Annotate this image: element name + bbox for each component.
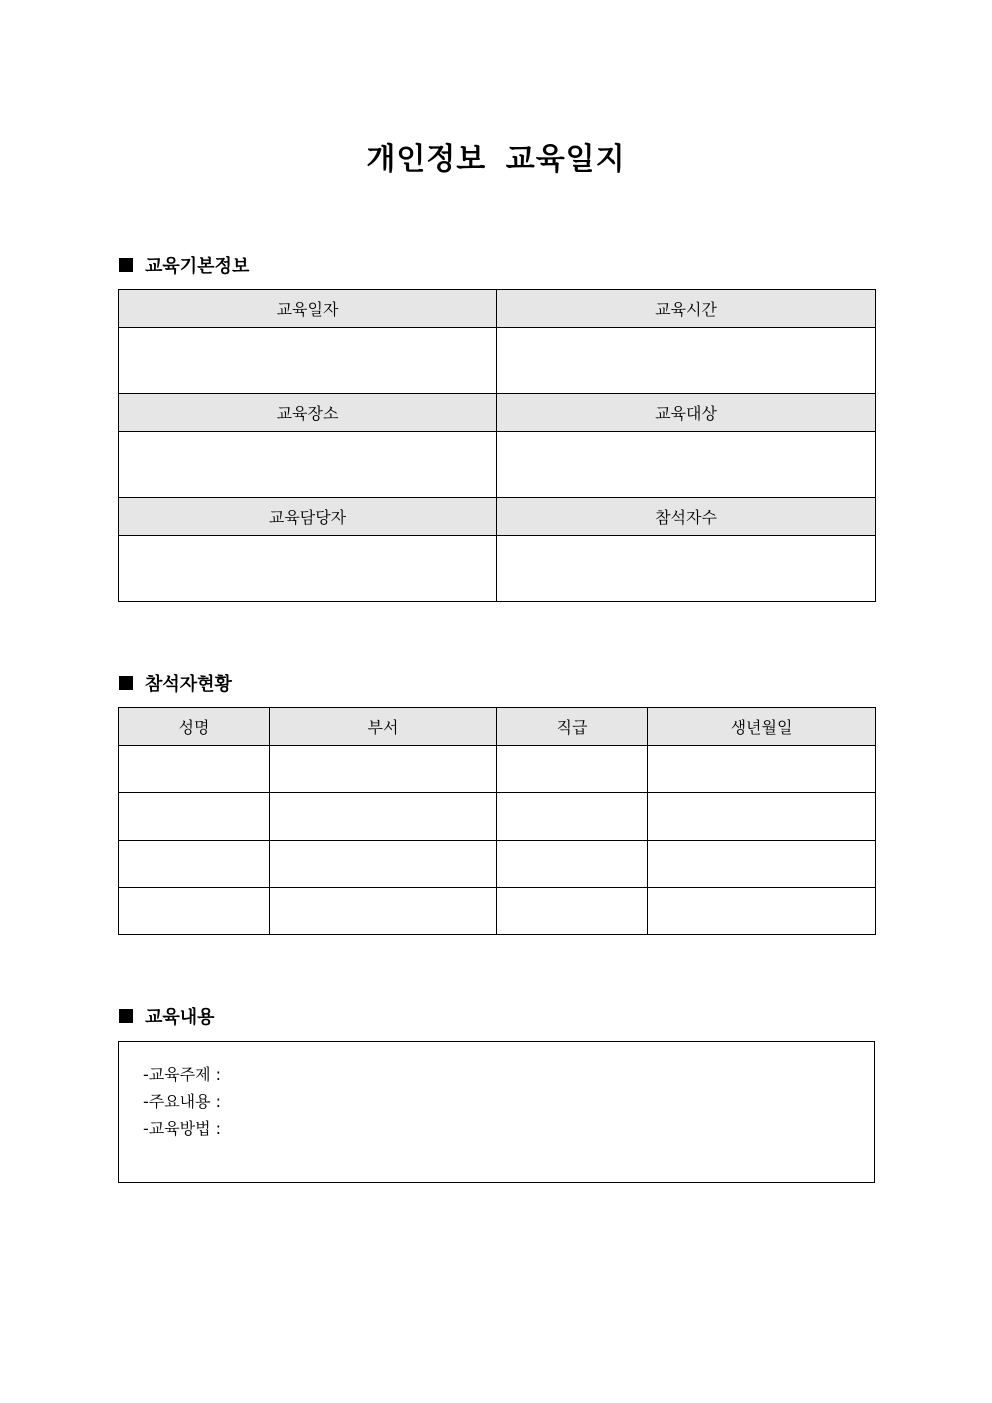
table-cell[interactable] (119, 793, 270, 841)
field-label-education-target: 교육대상 (497, 394, 876, 432)
section-heading-label: 참석자현황 (145, 674, 232, 695)
field-label-education-date: 교육일자 (119, 290, 497, 328)
table-cell[interactable] (270, 793, 497, 841)
table-cell[interactable] (270, 841, 497, 888)
field-value-attendee-count[interactable] (497, 536, 876, 602)
column-header-department: 부서 (270, 708, 497, 746)
education-content-box[interactable] (118, 1041, 875, 1183)
table-cell[interactable] (648, 888, 876, 935)
section-heading-label: 교육기본정보 (145, 256, 250, 277)
table-cell[interactable] (119, 746, 270, 793)
table-row (119, 888, 876, 935)
column-header-birthdate: 생년월일 (648, 708, 876, 746)
table-cell[interactable] (119, 841, 270, 888)
page-title: 개인정보 교육일지 (366, 142, 626, 177)
square-bullet-icon (119, 258, 133, 272)
field-value-education-time[interactable] (497, 328, 876, 394)
field-label-attendee-count: 참석자수 (497, 498, 876, 536)
table-cell[interactable] (497, 793, 648, 841)
table-cell[interactable] (648, 793, 876, 841)
field-label-education-place: 교육장소 (119, 394, 497, 432)
square-bullet-icon (119, 1009, 133, 1023)
field-value-education-place[interactable] (119, 432, 497, 498)
section-heading-content (119, 1004, 215, 1028)
field-value-instructor[interactable] (119, 536, 497, 602)
table-cell[interactable] (648, 746, 876, 793)
table-cell[interactable] (270, 746, 497, 793)
basic-info-table (118, 289, 876, 602)
table-cell[interactable] (497, 888, 648, 935)
column-header-position: 직급 (497, 708, 648, 746)
table-cell[interactable] (497, 841, 648, 888)
field-value-education-target[interactable] (497, 432, 876, 498)
field-label-education-time: 교육시간 (497, 290, 876, 328)
section-heading-basic-info (119, 253, 249, 277)
section-heading-attendees (119, 671, 232, 695)
field-label-instructor: 교육담당자 (119, 498, 497, 536)
table-row (119, 841, 876, 888)
square-bullet-icon (119, 676, 133, 690)
content-line-topic: -교육주제 : (143, 1065, 222, 1084)
table-row (119, 793, 876, 841)
table-cell[interactable] (648, 841, 876, 888)
table-cell[interactable] (119, 888, 270, 935)
table-row (119, 746, 876, 793)
content-line-method: -교육방법 : (143, 1119, 222, 1138)
section-heading-label: 교육내용 (145, 1007, 215, 1028)
attendees-table (118, 707, 876, 935)
content-line-main: -주요내용 : (143, 1092, 222, 1111)
table-cell[interactable] (270, 888, 497, 935)
table-cell[interactable] (497, 746, 648, 793)
field-value-education-date[interactable] (119, 328, 497, 394)
column-header-name: 성명 (119, 708, 270, 746)
attendees-header-row (119, 708, 876, 746)
